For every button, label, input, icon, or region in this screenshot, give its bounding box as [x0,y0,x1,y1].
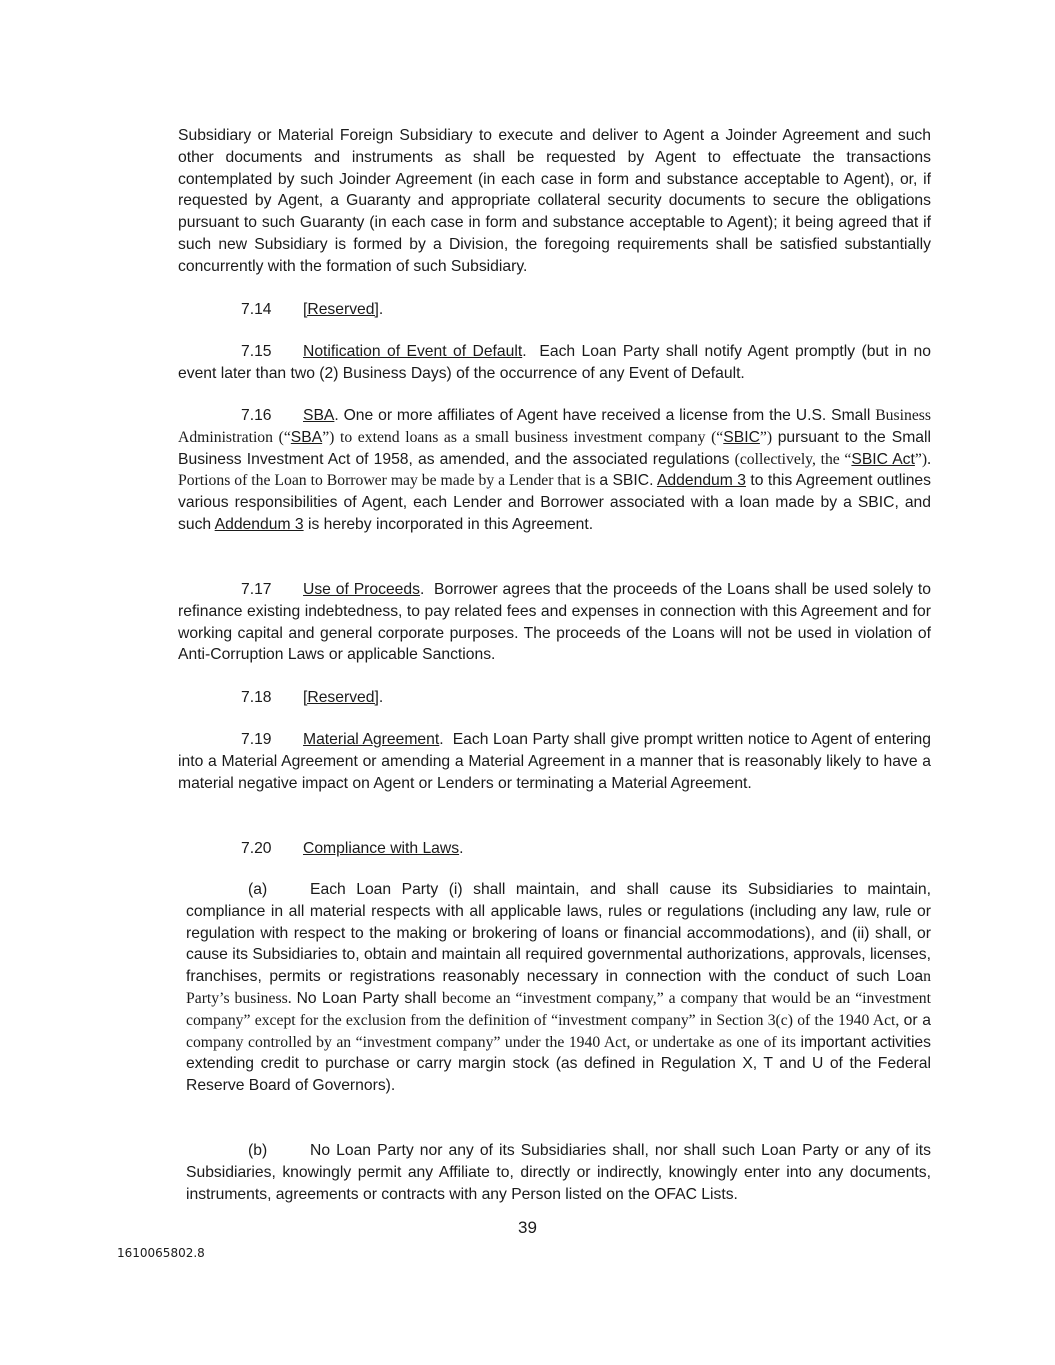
defined-term-sba: SBA [290,428,323,446]
section-title: SBA [303,407,335,424]
subsection-label: (b) [248,1142,268,1159]
section-7-20: 7.20 Compliance with Laws. [241,838,463,860]
defined-term-sbic-act: SBIC Act [851,450,915,468]
section-7-15: 7.15 Notification of Event of Default. Each Loan Party shall notify Agent promptly (but in no event later than two (2) Business Days) of the occurrence of any Event of Default. [178,343,931,382]
section-title: [Reserved] [303,301,379,318]
section-title: Material Agreement [303,731,440,748]
intro-paragraph: Subsidiary or Material Foreign Subsidiary to execute and deliver to Agent a Joinder Agreement and such other documents and instruments as shall be requested by Agent to effectuate the transactions contemplated by such Joinder Agreement (in each case in form and substance acceptable to Agent), or, if requested by Agent, a Guaranty and appropriate collateral security documents to secure the obligations pursuant to such Guaranty (in each case in form and substance acceptable to Agent); it being agreed that if such new Subsidiary is formed by a Division, the foregoing requirements shall be satisfied substantially concurrently with the formation of such Subsidiary. [178,127,931,275]
addendum-reference: Addendum 3 [656,472,746,490]
document-id: 1610065802.8 [117,1246,205,1260]
section-7-20-a: (a) Each Loan Party (i) shall maintain, and shall cause its Subsidiaries to maintain, compliance in all material respects with all applicable laws, rules or regulations (including any law, rule or regulation with respect to the making or brokering of loans or financial accommodations), and (ii) shall, or cause its Subsidiaries to, obtain and maintain all required governmental authorizations, approvals, licenses, franchises, permits or registrations reasonably necessary in connection with the conduct of such Loan Party’s business. No Loan Party shall become an “investment company,” a company that would be an “investment company” except for the exclusion from the definition of “investment company” in Section 3(c) of the 1940 Act, or a company controlled by an “investment company” under the 1940 Act, or undertake as one of its important activities extending credit to purchase or carry margin stock (as defined in Regulation X, T and U of the Federal Reserve Board of Governors). [186,881,931,1095]
section-body: Borrower agrees that the proceeds of the Loans shall be used solely to refinance existing indebtedness, to pay related fees and expenses in connection with this Agreement and for working capital and general corporate purposes. The proceeds of the Loans will not be used in violation of Anti-Corruption Laws or applicable Sanctions. [178,581,931,664]
section-7-16: 7.16 SBA. One or more affiliates of Agent have received a license from the U.S. Small Business Administration (“SBA”) to extend loans as a small business investment company (“SBIC”) pursuant to the Small Business Investment Act of 1958, as amended, and the associated regulations (collectively, the “SBIC Act”). Portions of the Loan to Borrower may be made by a Lender that is a SBIC. Addendum 3 to this Agreement outlines various responsibilities of Agent, each Lender and Borrower associated with a loan made by a SBIC, and such Addendum 3 is hereby incorporated in this Agreement. [178,407,931,533]
section-title: Notification of Event of Default [303,343,523,360]
section-body: Each Loan Party shall notify Agent promptly (but in no event later than two (2) Business Days) of the occurrence of any Event of Default. [178,343,931,382]
section-7-18: 7.18 [Reserved]. [241,687,383,709]
page-number: 39 [518,1218,537,1237]
section-title: Use of Proceeds [303,581,420,598]
section-number: 7.19 [241,731,272,748]
section-number: 7.18 [241,689,272,706]
section-7-14: 7.14 [Reserved]. [241,299,383,321]
section-number: 7.20 [241,840,272,857]
section-7-20-b: (b) No Loan Party nor any of its Subsidiaries shall, nor shall such Loan Party or any of its Subsidiaries, knowingly permit any Affiliate to, directly or indirectly, knowingly enter into any documents, instruments, agreements or contracts with any Person listed on the OFAC Lists. [186,1142,931,1203]
section-title: Compliance with Laws [303,840,460,857]
section-7-19: 7.19 Material Agreement. Each Loan Party shall give prompt written notice to Agent of entering into a Material Agreement or amending a Material Agreement in a manner that is reasonably likely to have a material negative impact on Agent or Lenders or terminating a Material Agreement. [178,731,931,792]
addendum-reference: Addendum 3 [214,515,304,533]
section-title: [Reserved] [303,689,379,706]
defined-term-sbic: SBIC [723,428,760,446]
section-body: Each Loan Party shall give prompt written notice to Agent of entering into a Material Agreement or amending a Material Agreement in a manner that is reasonably likely to have a material negative impact on Agent or Lenders or terminating a Material Agreement. [178,731,931,792]
section-number: 7.15 [241,343,272,360]
section-number: 7.17 [241,581,272,598]
subsection-label: (a) [248,881,268,898]
section-number: 7.14 [241,301,272,318]
section-7-17: 7.17 Use of Proceeds. Borrower agrees that the proceeds of the Loans shall be used solely to refinance existing indebtedness, to pay related fees and expenses in connection with this Agreement and for working capital and general corporate purposes. The proceeds of the Loans will not be used in violation of Anti-Corruption Laws or applicable Sanctions. [178,581,931,664]
section-number: 7.16 [241,407,272,424]
